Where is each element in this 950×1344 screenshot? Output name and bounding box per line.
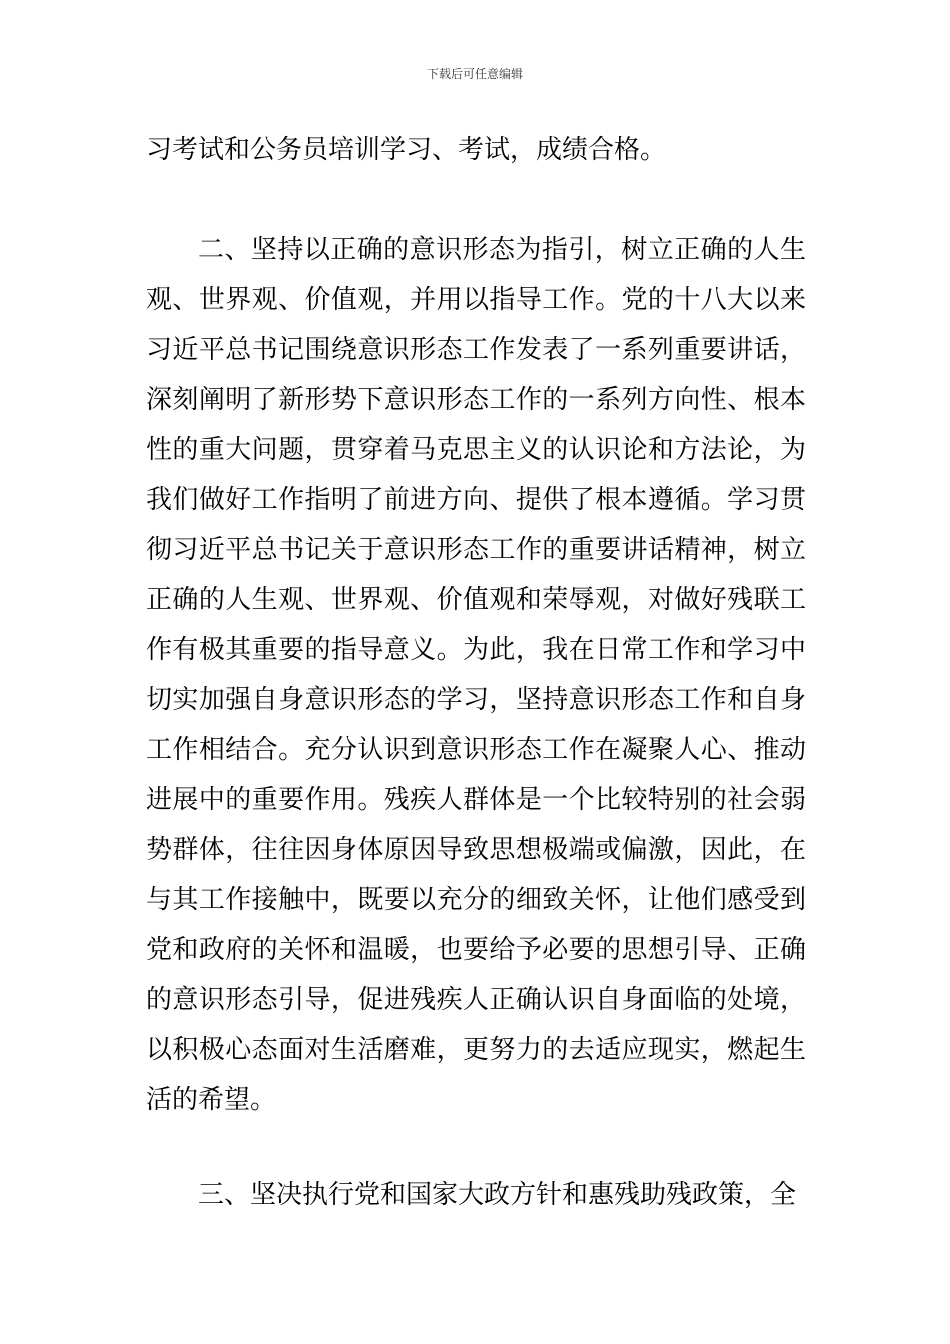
paragraph-section-three: 三、坚决执行党和国家大政方针和惠残助残政策，全	[198, 1180, 797, 1210]
page-header: 下载后可任意编辑	[426, 67, 523, 81]
paragraph-section-two: 二、坚持以正确的意识形态为指引，树立正确的人生观、世界观、价值观，并用以指导工作。党的十八大以来习近平总书记围绕意识形态工作发表了一系列重要讲话，深刻阐明了新形势下意识形态工作的一系列方向性、根本性的重大问题，贯穿着马克思主义的认识论和方法论，为我们做好工作指明了前进方向、提供了根本遵循。学习贯彻习近平总书记关于意识形态工作的重要讲话精神，树立正确的人生观、世界观、价值观和荣辱观，对做好残联工作有极其重要的指导意义。为此，我在日常工作和学习中切实加强自身意识形态的学习，坚持意识形态工作和自身工作相结合。充分认识到意识形态工作在凝聚人心、推动进展中的重要作用。残疾人群体是一个比较特别的社会弱势群体，往往因身体原因导致思想极端或偏激，因此，在与其工作接触中，既要以充分的细致关怀，让他们感受到党和政府的关怀和温暖，也要给予必要的思想引导、正确的意识形态引导，促进残疾人正确认识自身面临的处境，以积极心态面对生活磨难，更努力的去适应现实，燃起生活的希望。	[146, 235, 806, 1115]
paragraph-continuation: 习考试和公务员培训学习、考试，成绩合格。	[146, 135, 667, 165]
